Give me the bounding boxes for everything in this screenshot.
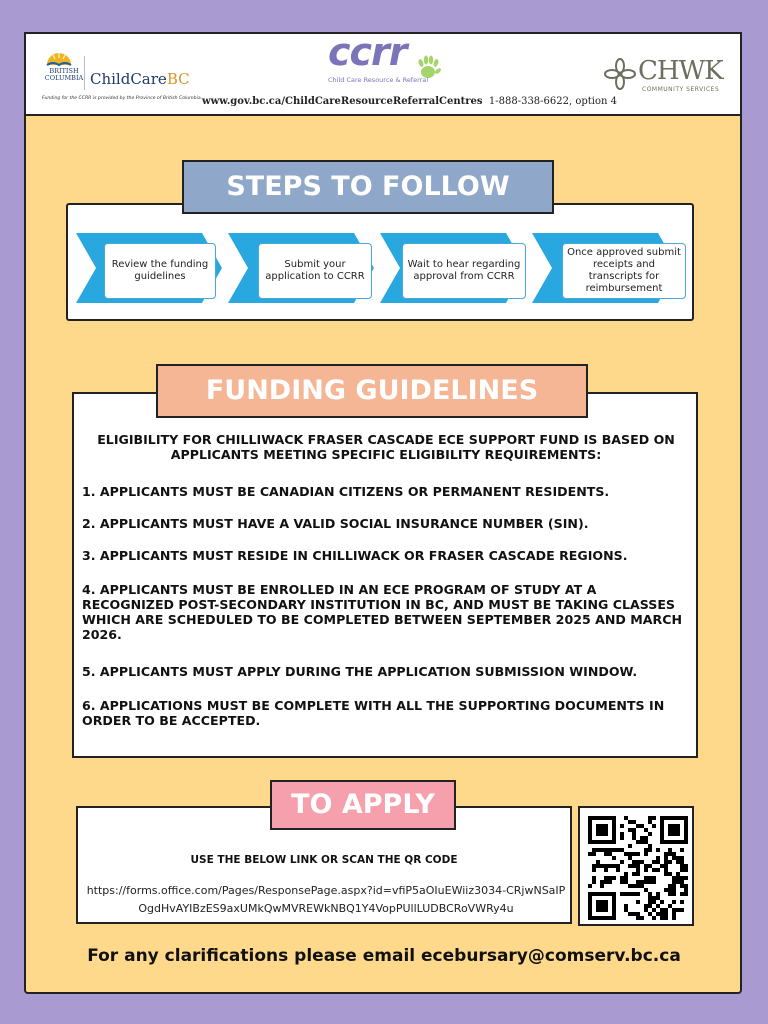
- chwk-subtitle: COMMUNITY SERVICES: [642, 86, 720, 93]
- apply-instruction: USE THE BELOW LINK OR SCAN THE QR CODE: [190, 854, 458, 866]
- qr-code-icon: [588, 816, 688, 920]
- step-2-card: [258, 243, 372, 299]
- eligibility-intro: ELIGIBILITY FOR CHILLIWACK FRASER CASCADE ECE SUPPORT FUND IS BASED ON APPLICANTS MEETING SPECIFIC ELIGIBILITY REQUIREMENTS:: [97, 432, 675, 462]
- application-form-link[interactable]: https://forms.office.com/Pages/ResponsePage.aspx?id=vfiP5aOIuEWiiz3034-CRjwNSaIPOgdHvAYIBzES9axUMkQwMVREWkNBQ1Y4VopPUllLUDBCRoVWRy4u: [86, 884, 566, 915]
- logo-divider: [84, 56, 85, 90]
- chwk-wordmark: CHWK: [638, 56, 723, 86]
- bc-sun-icon: [46, 50, 72, 66]
- guideline-item: 2. APPLICANTS MUST HAVE A VALID SOCIAL INSURANCE NUMBER (SIN).: [82, 516, 589, 531]
- flower-icon: [604, 58, 636, 90]
- ccrr-subtitle: Child Care Resource & Referral: [328, 76, 429, 84]
- guideline-item: 6. APPLICATIONS MUST BE COMPLETE WITH ALL THE SUPPORTING DOCUMENTS IN ORDER TO BE ACCEPTED.: [82, 698, 665, 728]
- step-label: Once approved submit receipts and transcripts for reimbursement: [567, 247, 681, 294]
- qr-code[interactable]: [578, 806, 694, 926]
- phone-number: 1-888-338-6622, option 4: [488, 96, 617, 107]
- ccrr-wordmark: ccrr: [328, 30, 407, 74]
- guideline-item: 3. APPLICANTS MUST RESIDE IN CHILLIWACK OR FRASER CASCADE REGIONS.: [82, 548, 628, 563]
- guideline-item: 1. APPLICANTS MUST BE CANADIAN CITIZENS OR PERMANENT RESIDENTS.: [82, 484, 610, 499]
- childcarebc-logo: [42, 48, 203, 118]
- header: [24, 32, 742, 116]
- steps-title: STEPS TO FOLLOW: [182, 160, 554, 214]
- step-1-card: [104, 243, 216, 299]
- childcarebc-wordmark: ChildCareBC: [90, 70, 190, 88]
- footer-contact: For any clarifications please email ecebursary@comserv.bc.ca: [87, 946, 681, 966]
- ccrr-logo: [322, 30, 452, 92]
- guideline-item: 4. APPLICANTS MUST BE ENROLLED IN AN ECE PROGRAM OF STUDY AT A RECOGNIZED POST-SECONDARY INSTITUTION IN BC, AND MUST BE TAKING CLASSES WHICH ARE SCHEDULED TO BE COMPLETED BETWEEN SEPTEMBER 2025 AND MARCH 2026.: [82, 582, 682, 642]
- step-label: Submit your application to CCRR: [265, 259, 365, 282]
- steps-container: [66, 203, 694, 321]
- chwk-logo: [602, 56, 742, 100]
- step-4-card: [562, 243, 686, 299]
- contact-line: [202, 96, 617, 107]
- apply-title: TO APPLY: [270, 780, 456, 830]
- website-link[interactable]: www.gov.bc.ca/ChildCareResourceReferralCentres: [202, 96, 483, 107]
- funding-note: Funding for the CCRR is provided by the Province of British Columbia.: [42, 96, 203, 101]
- step-label: Review the funding guidelines: [111, 259, 209, 282]
- bc-province-name: BRITISH COLUMBIA: [44, 67, 84, 82]
- step-3-card: [402, 243, 526, 299]
- step-label: Wait to hear regarding approval from CCRR: [407, 259, 521, 282]
- guideline-item: 5. APPLICANTS MUST APPLY DURING THE APPLICATION SUBMISSION WINDOW.: [82, 664, 638, 679]
- funding-guidelines-title: FUNDING GUIDELINES: [156, 364, 588, 418]
- funding-guidelines-box: [72, 392, 698, 758]
